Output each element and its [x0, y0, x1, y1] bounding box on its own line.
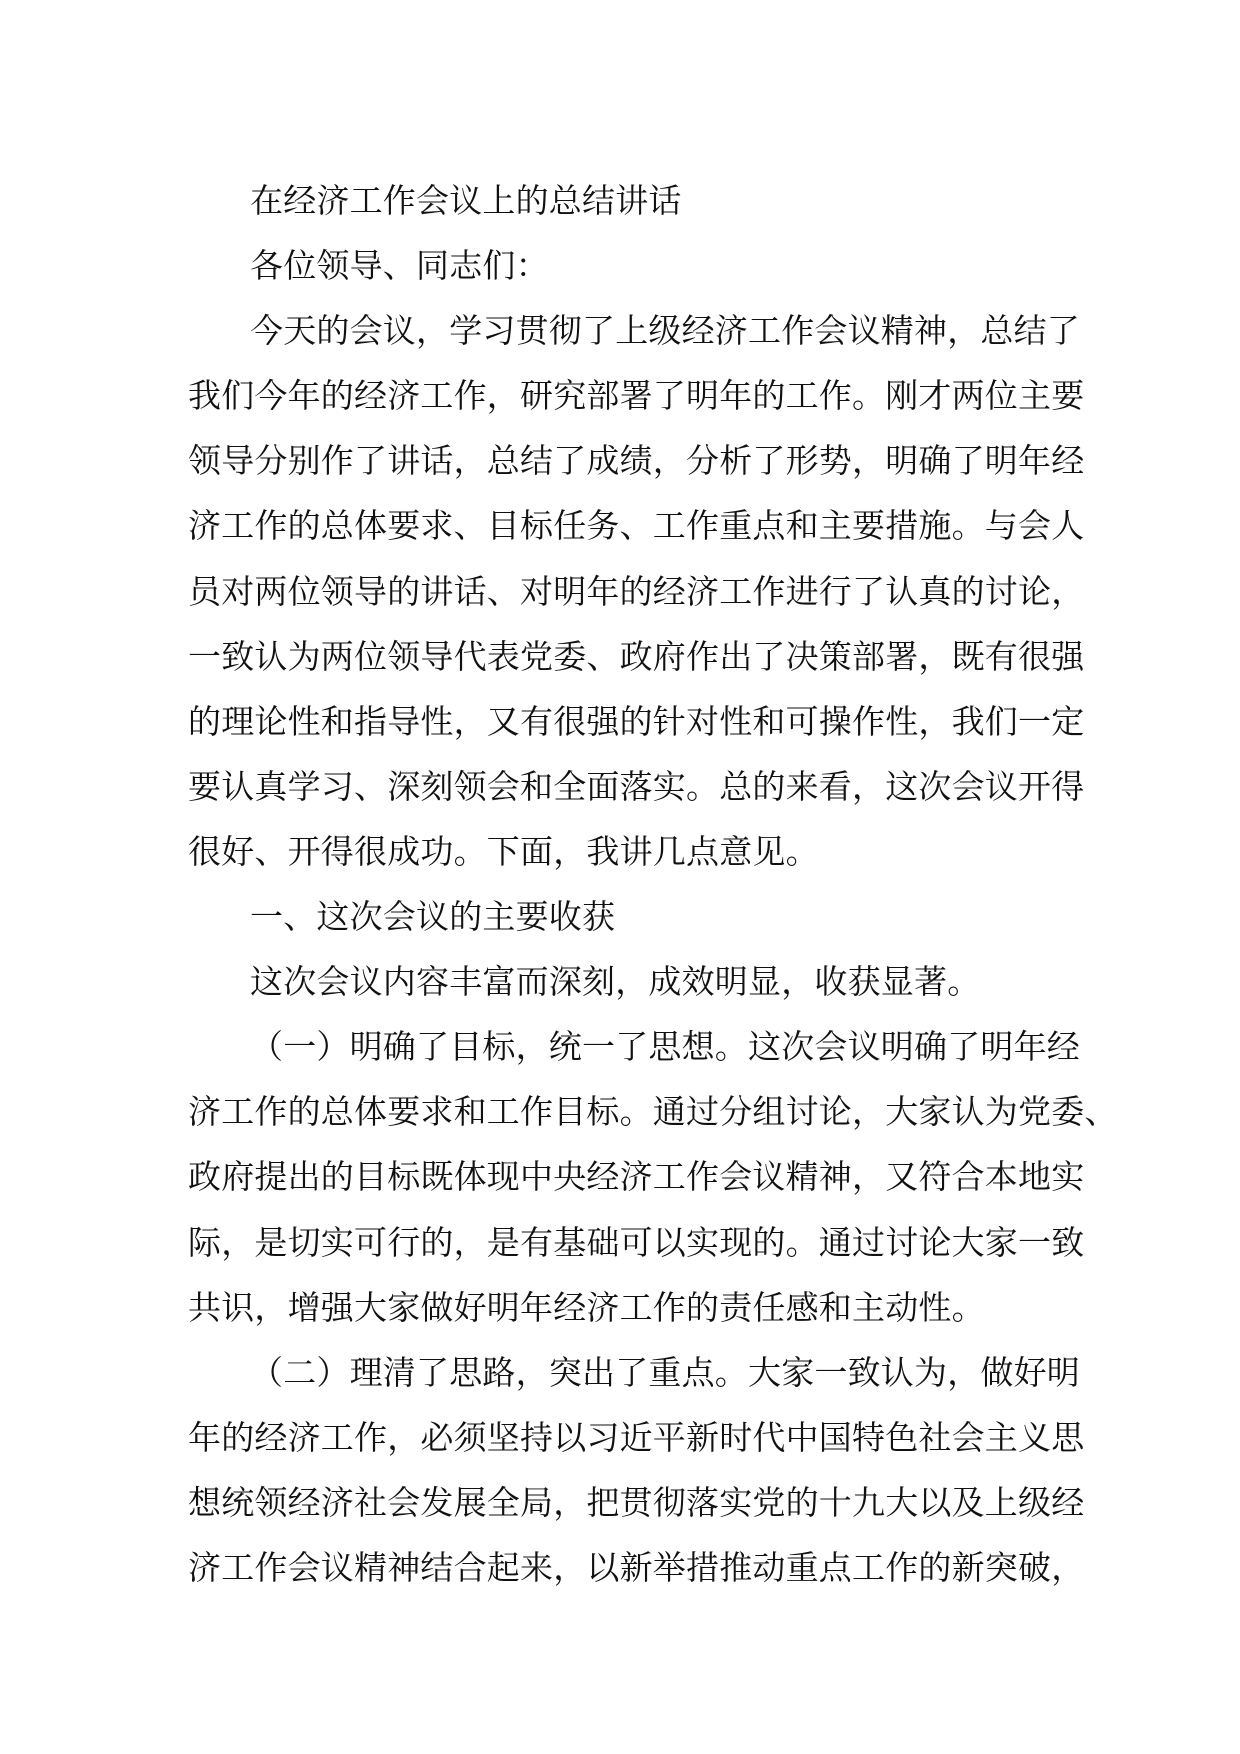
subsection-line: （一）明确了目标，统一了思想。这次会议明确了明年经: [250, 1027, 1080, 1067]
text-line: 这次会议内容丰富而深刻，成效明显，收获显著。: [250, 962, 981, 1002]
text-line: 济工作的总体要求、目标任务、工作重点和主要措施。与会人: [188, 506, 1085, 546]
text-line: 我们今年的经济工作，研究部署了明年的工作。刚才两位主要: [188, 376, 1085, 416]
document-title: 在经济工作会议上的总结讲话: [250, 181, 682, 220]
text-line: 济工作的总体要求和工作目标。通过分组讨论，大家认为党委、: [188, 1092, 1118, 1132]
text-line: 的理论性和指导性，又有很强的针对性和可操作性，我们一定: [188, 701, 1085, 741]
text-line: 共识，增强大家做好明年经济工作的责任感和主动性。: [188, 1287, 985, 1327]
text-line: 今天的会议，学习贯彻了上级经济工作会议精神，总结了: [250, 311, 1080, 351]
text-line: 领导分别作了讲话，总结了成绩，分析了形势，明确了明年经: [188, 441, 1085, 481]
text-line: 员对两位领导的讲话、对明年的经济工作进行了认真的讨论，: [188, 571, 1085, 611]
text-line: 年的经济工作，必须坚持以习近平新时代中国特色社会主义思: [188, 1417, 1085, 1457]
text-line: 想统领经济社会发展全局，把贯彻落实党的十九大以及上级经: [188, 1482, 1085, 1522]
text-line: 很好、开得很成功。下面，我讲几点意见。: [188, 831, 819, 871]
salutation: 各位领导、同志们：: [250, 246, 549, 286]
subsection-line: （二）理清了思路，突出了重点。大家一致认为，做好明: [250, 1352, 1080, 1392]
text-line: 际，是切实可行的，是有基础可以实现的。通过讨论大家一致: [188, 1222, 1085, 1262]
text-line: 济工作会议精神结合起来，以新举措推动重点工作的新突破，: [188, 1547, 1085, 1587]
text-line: 政府提出的目标既体现中央经济工作会议精神，又符合本地实: [188, 1157, 1085, 1197]
text-line: 要认真学习、深刻领会和全面落实。总的来看，这次会议开得: [188, 766, 1085, 806]
text-line: 一致认为两位领导代表党委、政府作出了决策部署，既有很强: [188, 636, 1085, 676]
document-body: [188, 168, 1118, 1600]
section-heading: 一、这次会议的主要收获: [250, 897, 616, 937]
